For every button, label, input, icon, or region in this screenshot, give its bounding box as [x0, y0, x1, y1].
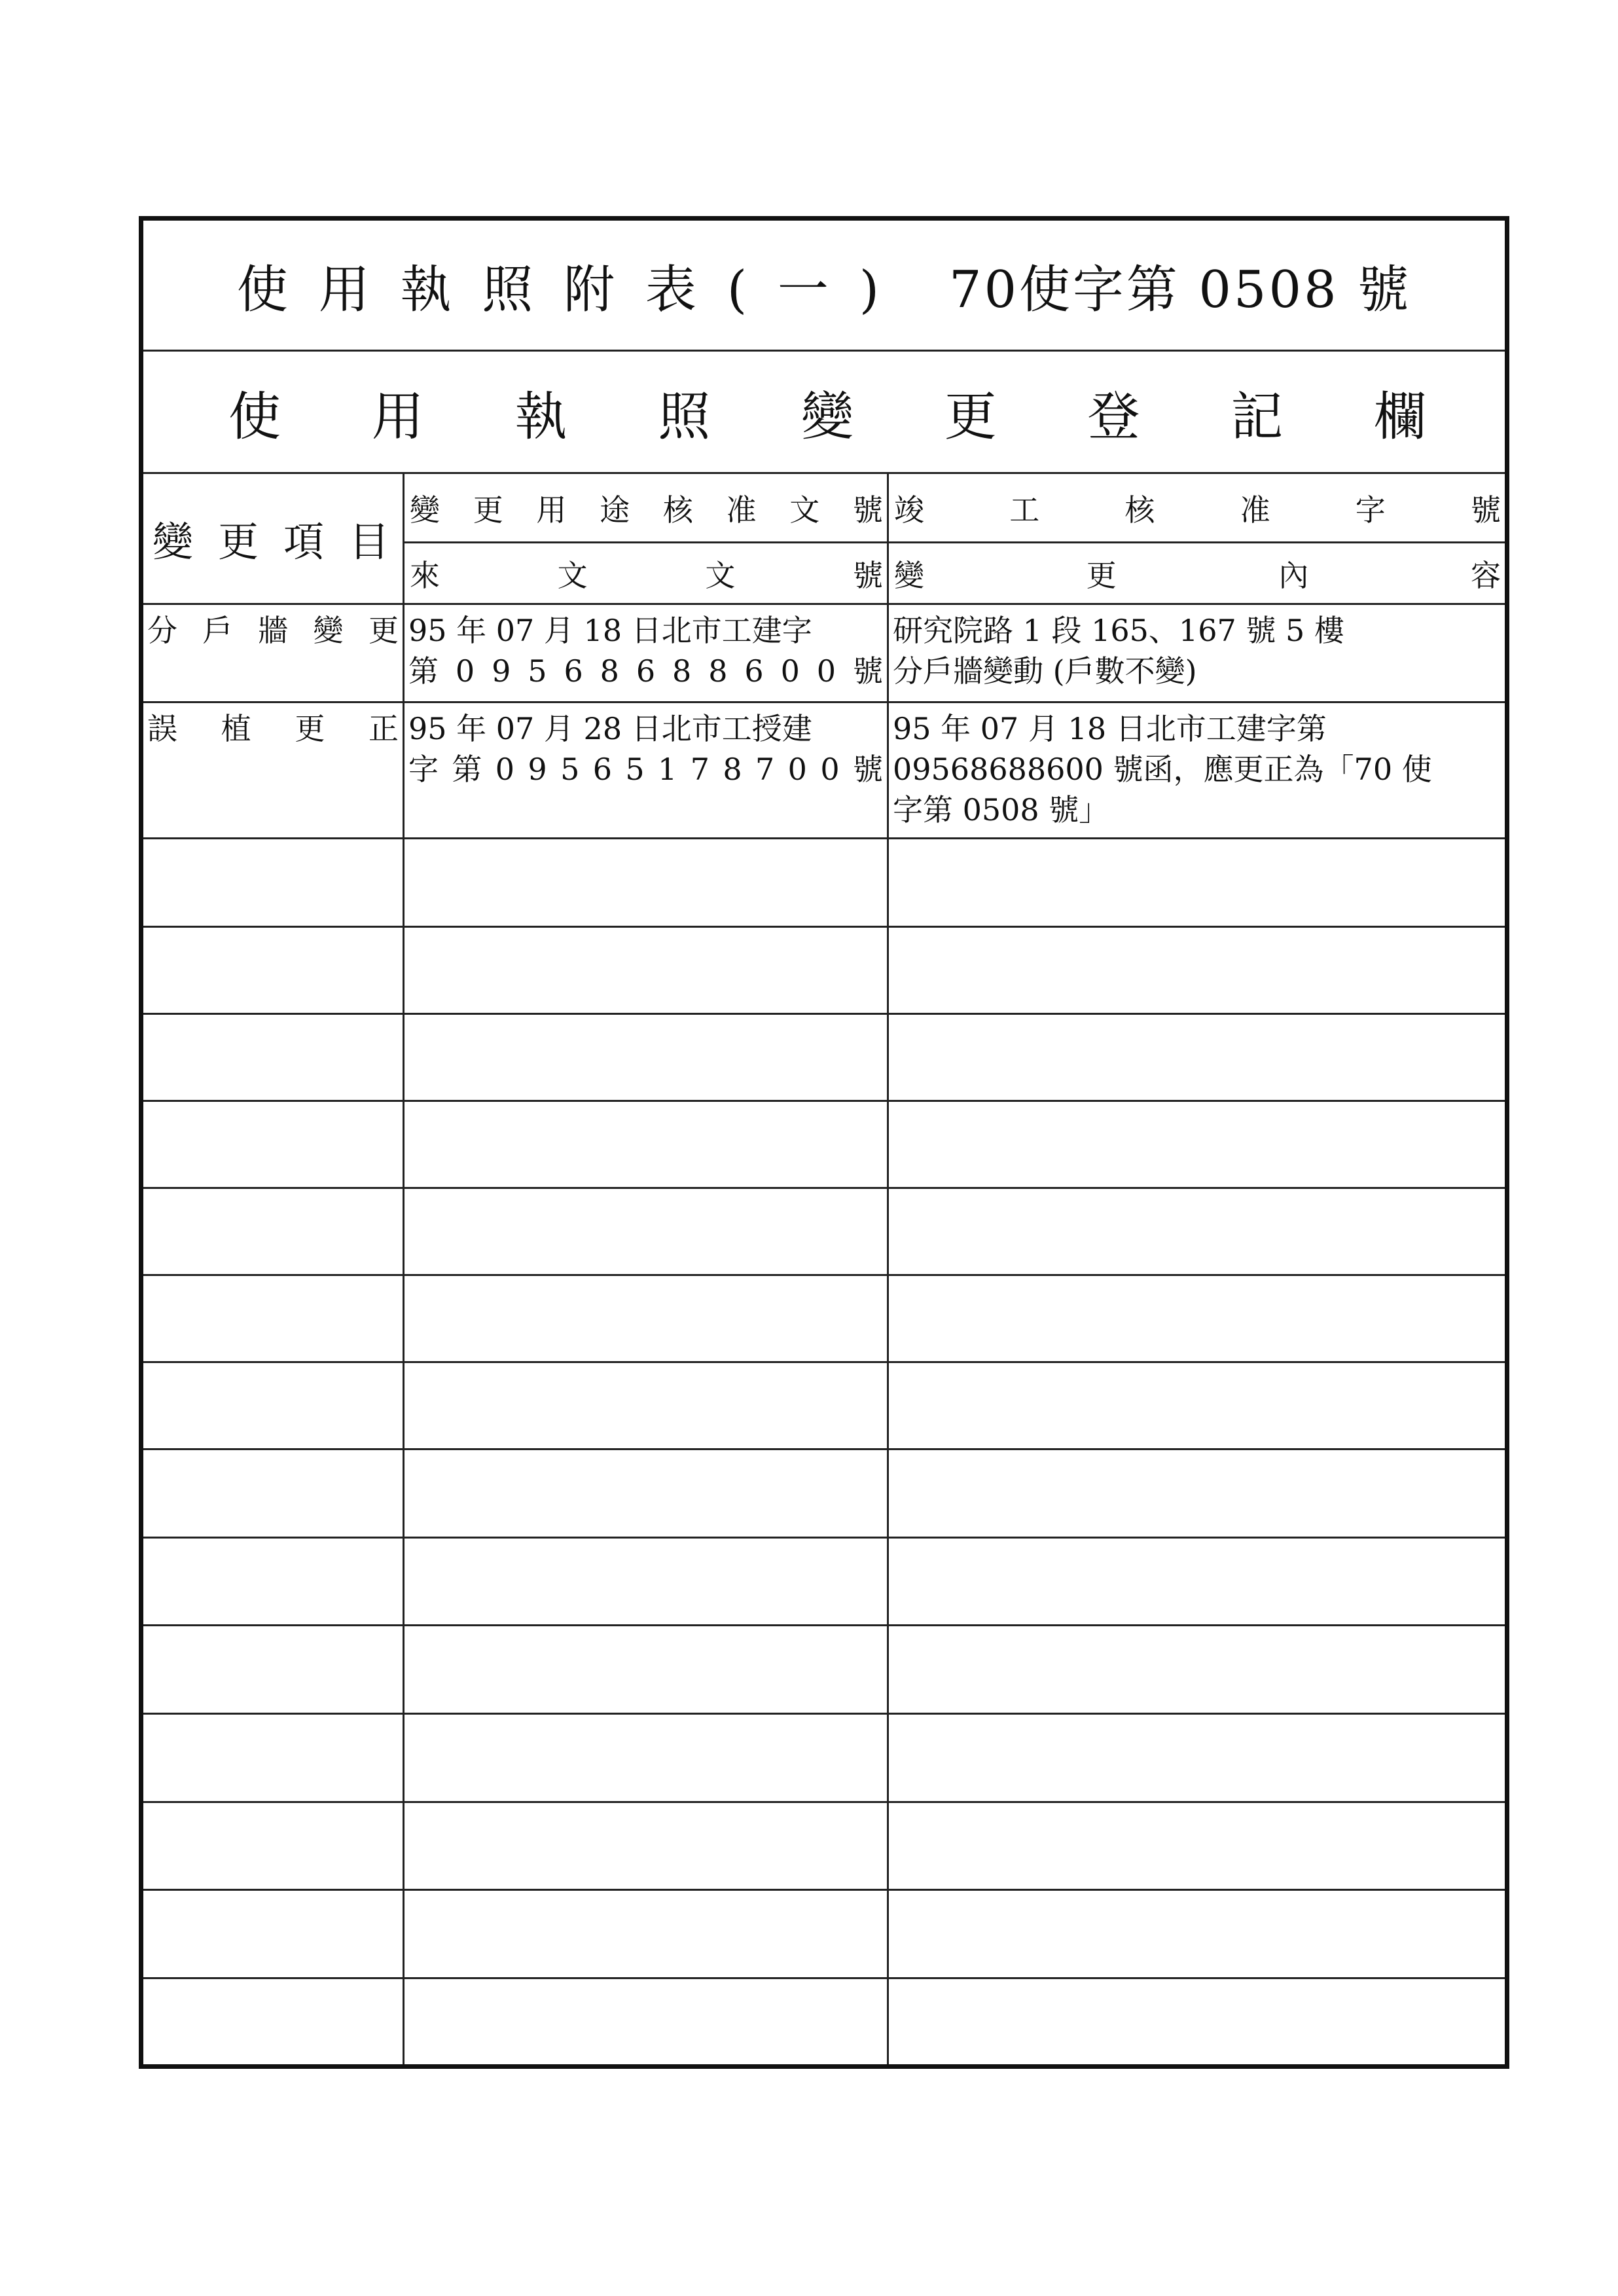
- permit-number: 70使字第 0508 號: [948, 260, 1412, 319]
- doc-char: 第: [452, 752, 482, 787]
- empty-cell: [404, 1979, 889, 2064]
- form-title: [143, 221, 1505, 352]
- empty-cell: [404, 1102, 889, 1189]
- doc-char: 1: [658, 752, 677, 787]
- header-char: 工: [1009, 492, 1040, 528]
- doc-char: 字: [408, 752, 439, 787]
- subtitle-char: 變: [801, 386, 854, 447]
- doc-char: 8: [723, 752, 742, 787]
- empty-cell: [143, 1891, 404, 1979]
- header-char: 文: [789, 492, 820, 528]
- empty-cell: [889, 1363, 1505, 1450]
- item-char: 誤: [147, 711, 177, 746]
- subtitle-char: 使: [228, 386, 281, 447]
- empty-cell: [404, 1803, 889, 1891]
- item-char: 更: [369, 613, 399, 648]
- empty-cell: [889, 839, 1505, 928]
- table-row-change-content: [889, 605, 1505, 703]
- doc-line: 95 年 07 月 18 日北市工建字: [408, 613, 812, 648]
- subtitle-char: 照: [658, 386, 711, 447]
- header-incoming-document-number: [404, 543, 889, 605]
- empty-cell: [889, 1450, 1505, 1539]
- subtitle-char: 欄: [1374, 386, 1426, 447]
- empty-cell: [404, 1891, 889, 1979]
- empty-cell: [404, 928, 889, 1015]
- empty-cell: [889, 928, 1505, 1015]
- empty-cell: [404, 1539, 889, 1626]
- header-char: 准: [726, 492, 757, 528]
- header-completion-number: [889, 474, 1505, 543]
- empty-cell: [143, 1715, 404, 1803]
- header-char: 更: [473, 492, 503, 528]
- doc-char: 6: [564, 653, 583, 689]
- doc-char: 9: [528, 752, 547, 787]
- header-char: 字: [1355, 492, 1386, 528]
- item-char: 分: [147, 613, 177, 648]
- empty-cell: [889, 1102, 1505, 1189]
- empty-cell: [143, 839, 404, 928]
- subtitle-char: 登: [1087, 386, 1140, 447]
- doc-char: 號: [852, 752, 883, 787]
- empty-cell: [889, 1626, 1505, 1715]
- content-line: 研究院路 1 段 165、167 號 5 樓: [893, 613, 1344, 648]
- doc-char: 5: [560, 752, 580, 787]
- header-approval-number: [404, 474, 889, 543]
- content-line: 95 年 07 月 18 日北市工建字第: [893, 711, 1327, 746]
- header-char: 文: [705, 557, 736, 593]
- doc-char: 0: [820, 752, 840, 787]
- empty-cell: [143, 1015, 404, 1102]
- empty-cell: [404, 1276, 889, 1363]
- header-char: 號: [852, 492, 883, 528]
- doc-char: 6: [592, 752, 612, 787]
- empty-cell: [404, 1363, 889, 1450]
- table-row-item: [143, 703, 404, 839]
- doc-char: 7: [755, 752, 775, 787]
- header-char: 容: [1470, 557, 1501, 593]
- doc-char: 第: [408, 653, 439, 689]
- header-char: 途: [600, 492, 630, 528]
- header-char: 號: [1470, 492, 1501, 528]
- doc-char: 0: [787, 752, 807, 787]
- doc-char: 5: [528, 653, 547, 689]
- empty-cell: [143, 1276, 404, 1363]
- header-char: 用: [536, 492, 567, 528]
- item-char: 植: [221, 711, 251, 746]
- doc-char: 6: [744, 653, 764, 689]
- empty-cell: [404, 1189, 889, 1276]
- doc-char: 0: [816, 653, 836, 689]
- header-char: 文: [557, 557, 588, 593]
- empty-cell: [143, 1363, 404, 1450]
- empty-cell: [889, 1189, 1505, 1276]
- empty-cell: [889, 1979, 1505, 2064]
- empty-cell: [143, 1626, 404, 1715]
- header-char: 項: [283, 518, 324, 566]
- usage-permit-form: [139, 216, 1509, 2069]
- empty-cell: [143, 1539, 404, 1626]
- item-char: 牆: [258, 613, 288, 648]
- header-char: 更: [217, 518, 259, 566]
- doc-char: 0: [780, 653, 800, 689]
- subtitle-char: 執: [514, 386, 567, 447]
- empty-cell: [404, 1450, 889, 1539]
- form-subtitle: [143, 352, 1505, 474]
- table-row-change-content: [889, 703, 1505, 839]
- header-char: 目: [348, 518, 389, 566]
- header-char: 號: [852, 557, 883, 593]
- subtitle-char: 用: [371, 386, 424, 447]
- empty-cell: [889, 1803, 1505, 1891]
- header-char: 核: [1124, 492, 1155, 528]
- empty-cell: [143, 1979, 404, 2064]
- empty-cell: [889, 1715, 1505, 1803]
- header-char: 變: [894, 557, 924, 593]
- empty-cell: [143, 928, 404, 1015]
- subtitle-char: 記: [1231, 386, 1284, 447]
- table-row-document-number: [404, 605, 889, 703]
- doc-char: 8: [708, 653, 728, 689]
- empty-cell: [404, 1626, 889, 1715]
- content-line: 分戶牆變動 (戶數不變): [893, 653, 1197, 689]
- doc-char: 5: [625, 752, 645, 787]
- table-row-document-number: [404, 703, 889, 839]
- content-line: 09568688600 號函，應更正為「70 使: [893, 752, 1432, 787]
- header-char: 更: [1086, 557, 1117, 593]
- doc-char: 8: [600, 653, 619, 689]
- header-change-content: [889, 543, 1505, 605]
- header-char: 准: [1240, 492, 1270, 528]
- empty-cell: [404, 839, 889, 928]
- header-char: 核: [662, 492, 693, 528]
- item-char: 變: [313, 613, 344, 648]
- empty-cell: [143, 1102, 404, 1189]
- subtitle-char: 更: [944, 386, 997, 447]
- header-char: 變: [410, 492, 440, 528]
- doc-line: 95 年 07 月 28 日北市工授建: [408, 711, 812, 746]
- header-change-item: [143, 474, 404, 605]
- empty-cell: [889, 1891, 1505, 1979]
- item-char: 正: [368, 711, 399, 746]
- header-char: 竣: [894, 492, 924, 528]
- empty-cell: [889, 1539, 1505, 1626]
- doc-char: 0: [455, 653, 475, 689]
- item-char: 戶: [202, 613, 233, 648]
- empty-cell: [889, 1276, 1505, 1363]
- table-row-item: [143, 605, 404, 703]
- doc-char: 7: [690, 752, 710, 787]
- empty-cell: [889, 1015, 1505, 1102]
- item-char: 更: [295, 711, 325, 746]
- content-line: 字第 0508 號」: [893, 792, 1109, 828]
- header-char: 變: [153, 518, 194, 566]
- empty-cell: [143, 1189, 404, 1276]
- empty-cell: [404, 1715, 889, 1803]
- title-main: 使用執照附表(一): [236, 260, 910, 319]
- doc-char: 0: [495, 752, 515, 787]
- empty-cell: [404, 1015, 889, 1102]
- empty-cell: [143, 1450, 404, 1539]
- empty-cell: [143, 1803, 404, 1891]
- header-char: 內: [1278, 557, 1309, 593]
- doc-char: 6: [636, 653, 656, 689]
- header-char: 來: [410, 557, 440, 593]
- doc-char: 8: [672, 653, 692, 689]
- doc-char: 9: [492, 653, 511, 689]
- doc-char: 號: [852, 653, 883, 689]
